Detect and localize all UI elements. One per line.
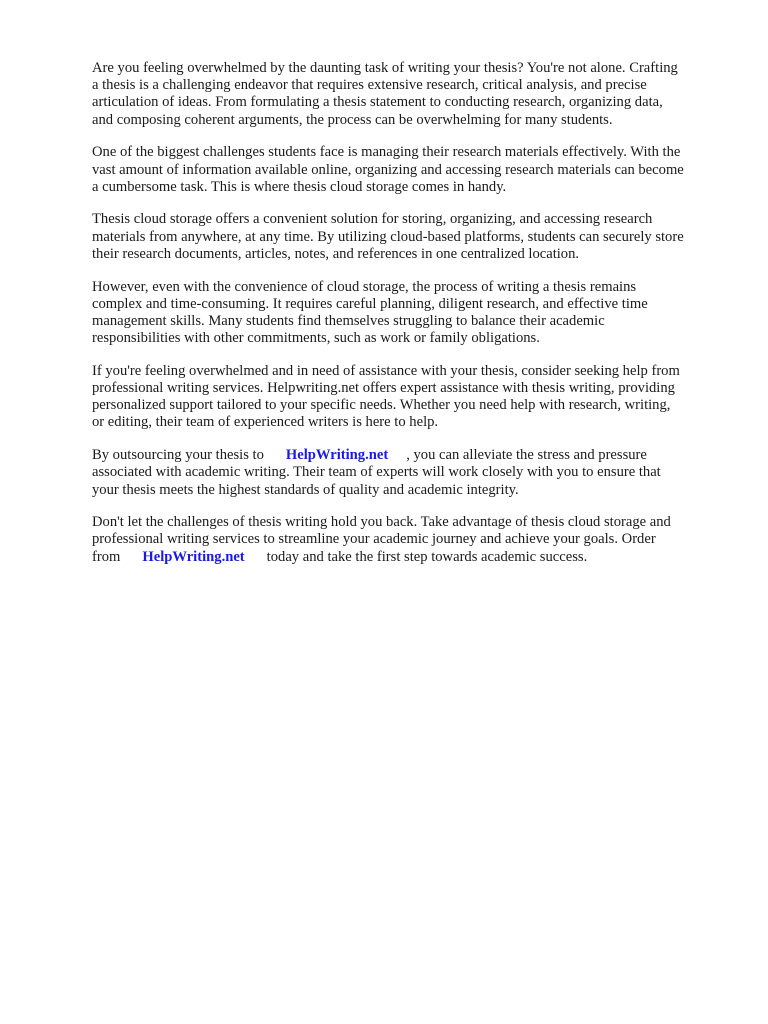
text-line: Thesis cloud storage offers a convenient solution for storing, organizing, and accessing research: [92, 211, 653, 228]
text-line: Don't let the challenges of thesis writing hold you back. Take advantage of thesis cloud storage and: [92, 514, 671, 531]
text-line: a thesis is a challenging endeavor that requires extensive research, critical analysis, and precise: [92, 77, 647, 94]
paragraph-challenges: [92, 144, 732, 196]
text-line: materials from anywhere, at any time. By utilizing cloud-based platforms, students can securely store: [92, 228, 684, 245]
paragraph-cloud-storage: [92, 211, 732, 263]
text-line: a cumbersome task. This is where thesis cloud storage comes in handy.: [92, 178, 507, 195]
text-line: complex and time-consuming. It requires careful planning, diligent research, and effective time: [92, 295, 648, 312]
text-line: [92, 549, 732, 566]
text-line: professional writing services. Helpwriting.net offers expert assistance with thesis writing, providing: [92, 380, 675, 397]
text-line: responsibilities with other commitments, such as work or family obligations.: [92, 330, 540, 347]
text-line: management skills. Many students find themselves struggling to balance their academic: [92, 312, 605, 329]
text-line: associated with academic writing. Their team of experts will work closely with you to ensure that: [92, 464, 661, 481]
text-segment: from: [92, 548, 121, 565]
paragraph-closing: [92, 514, 732, 566]
helpwriting-link-order[interactable]: HelpWriting.net: [142, 548, 245, 565]
text-line: Are you feeling overwhelmed by the daunting task of writing your thesis? You're not alone. Crafting: [92, 60, 678, 76]
text-line: If you're feeling overwhelmed and in need of assistance with your thesis, consider seeking help from: [92, 362, 680, 379]
text-line: vast amount of information available online, organizing and accessing research materials can become: [92, 161, 684, 178]
paragraph-assistance: [92, 363, 732, 432]
text-line: their research documents, articles, notes, and references in one centralized location.: [92, 245, 580, 262]
text-line: your thesis meets the highest standards of quality and academic integrity.: [92, 481, 519, 498]
paragraph-outsourcing: [92, 447, 732, 499]
text-line: [92, 447, 732, 464]
text-line: One of the biggest challenges students face is managing their research materials effectively. With the: [92, 144, 681, 161]
paragraph-intro: [92, 60, 732, 129]
text-segment: , you can alleviate the stress and pressure: [406, 447, 647, 464]
document-page: [92, 60, 732, 581]
helpwriting-link[interactable]: HelpWriting.net: [285, 447, 389, 464]
text-line: articulation of ideas. From formulating a thesis statement to conducting research, organizing data,: [92, 94, 663, 111]
text-line: professional writing services to streamline your academic journey and achieve your goals. Order: [92, 531, 656, 548]
paragraph-complexity: [92, 279, 732, 348]
text-line: However, even with the convenience of cloud storage, the process of writing a thesis remains: [92, 278, 637, 295]
text-line: or editing, their team of experienced writers is here to help.: [92, 414, 439, 431]
text-line: and composing coherent arguments, the process can be overwhelming for many students.: [92, 111, 613, 128]
text-line: personalized support tailored to your specific needs. Whether you need help with research, writing,: [92, 397, 671, 414]
text-segment: By outsourcing your thesis to: [92, 447, 264, 464]
text-segment: today and take the first step towards academic success.: [266, 548, 588, 565]
